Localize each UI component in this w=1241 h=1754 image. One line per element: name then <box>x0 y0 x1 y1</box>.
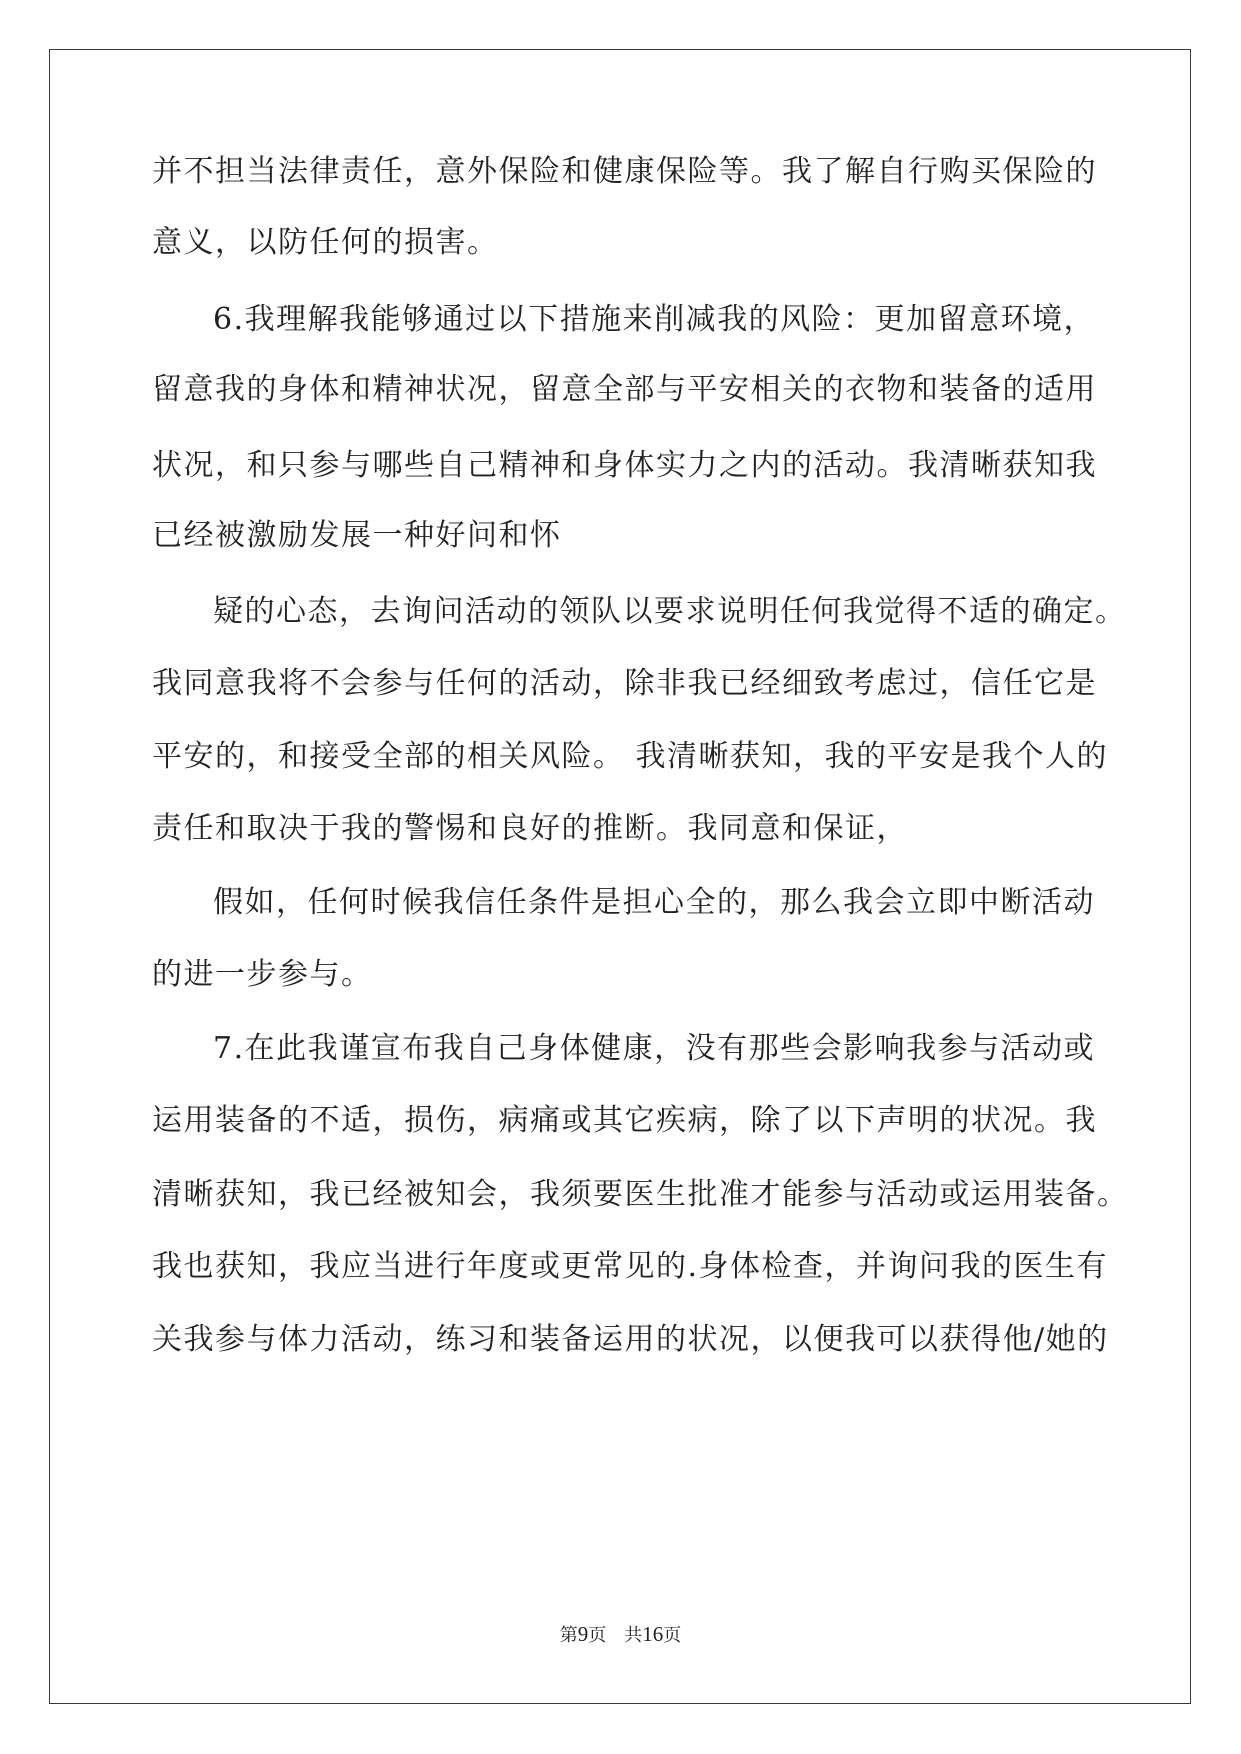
page-border <box>49 49 1191 1704</box>
total-suffix: 页 <box>663 1625 682 1646</box>
text-line: 运用装备的不适，损伤，病痛或其它疾病，除了以下声明的状况。我 <box>152 1103 1097 1138</box>
page-prefix: 第 <box>559 1625 578 1646</box>
text-line: 我同意我将不会参与任何的活动，除非我已经细致考虑过，信任它是 <box>152 666 1097 701</box>
text-line: 清晰获知，我已经被知会，我须要医生批准才能参与活动或运用装备。 <box>152 1177 1129 1212</box>
text-line: 假如，任何时候我信任条件是担心全的，那么我会立即中断活动 <box>213 885 1095 920</box>
page-footer <box>0 1622 1241 1648</box>
text-line: 已经被激励发展一种好问和怀 <box>152 518 562 553</box>
text-line: 并不担当法律责任，意外保险和健康保险等。我了解自行购买保险的 <box>152 154 1097 189</box>
text-line: 6.我理解我能够通过以下措施来削减我的风险：更加留意环境， <box>213 302 1096 337</box>
text-line: 意义，以防任何的损害。 <box>152 225 499 260</box>
text-line: 的进一步参与。 <box>152 957 373 992</box>
text-line: 疑的心态，去询问活动的领队以要求说明任何我觉得不适的确定。 <box>213 594 1127 629</box>
page-number: 9 <box>577 1622 589 1646</box>
text-line: 我也获知，我应当进行年度或更常见的.身体检查，并询问我的医生有 <box>152 1249 1109 1284</box>
text-line: 平安的，和接受全部的相关风险。 我清晰获知，我的平安是我个人的 <box>152 739 1109 774</box>
total-pages: 16 <box>642 1622 664 1646</box>
text-line: 关我参与体力活动，练习和装备运用的状况，以便我可以获得他/她的 <box>152 1322 1109 1357</box>
page-suffix: 页 <box>588 1625 607 1646</box>
text-line: 责任和取决于我的警惕和良好的推断。我同意和保证， <box>152 811 908 846</box>
total-prefix: 共 <box>624 1625 643 1646</box>
text-line: 留意我的身体和精神状况，留意全部与平安相关的衣物和装备的适用 <box>152 372 1097 407</box>
text-line: 状况，和只参与哪些自己精神和身体实力之内的活动。我清晰获知我 <box>152 448 1097 483</box>
text-line: 7.在此我谨宣布我自己身体健康，没有那些会影响我参与活动或 <box>213 1031 1096 1066</box>
